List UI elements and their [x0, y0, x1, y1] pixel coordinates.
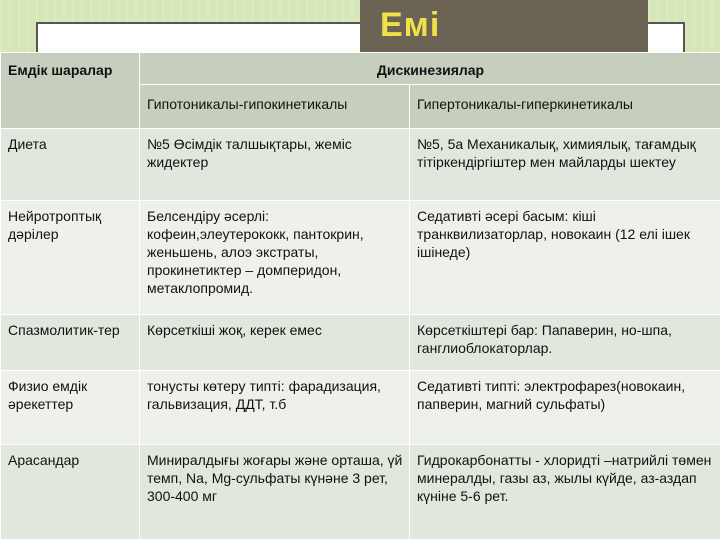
cell-neurotropic-hypotonic: Белсендіру әсерлі: кофеин,элеутерококк, пантокрин, женьшень, алоэ экстраты, прокинетиктер – домперидон, метаклопромид.: [140, 201, 410, 315]
title-box: [360, 0, 648, 52]
corner-header: Емдік шаралар: [1, 53, 140, 129]
cell-mineral-water-hypertonic: Гидрокарбонатты - хлоридті –натрийлі төмен минералды, газы аз, жылы күйде, аз-аздап күніне 5-6 рет.: [410, 445, 720, 540]
cell-diet-hypotonic: №5 Өсімдік талшықтары, жеміс жидектер: [140, 129, 410, 201]
sub-header-hypertonic: Гипертоникалы-гиперкинетикалы: [410, 85, 720, 129]
row-label-physio: Физио емдік әрекеттер: [1, 371, 140, 445]
cell-neurotropic-hypertonic: Седативті әсері басым: кіші транквилизаторлар, новокаин (12 елі ішек ішінеде): [410, 201, 720, 315]
slide-title: Емі: [380, 6, 441, 44]
row-label-neurotropic: Нейротроптық дәрілер: [1, 201, 140, 315]
row-label-spasmolytic: Спазмолитик-тер: [1, 315, 140, 371]
cell-spasmolytic-hypotonic: Көрсеткіші жоқ, керек емес: [140, 315, 410, 371]
sub-header-hypotonic: Гипотоникалы-гипокинетикалы: [140, 85, 410, 129]
row-label-diet: Диета: [1, 129, 140, 201]
cell-diet-hypertonic: №5, 5а Механикалық, химиялық, тағамдық тітіркендіргіштер мен майларды шектеу: [410, 129, 720, 201]
group-header: Дискинезиялар: [140, 53, 720, 85]
cell-spasmolytic-hypertonic: Көрсеткіштері бар: Папаверин, но-шпа, ганглиоблокаторлар.: [410, 315, 720, 371]
row-label-mineral-water: Арасандар: [1, 445, 140, 540]
cell-physio-hypertonic: Седативті типті: электрофарез(новокаин, папверин, магний сульфаты): [410, 371, 720, 445]
treatment-table: [0, 52, 720, 540]
cell-physio-hypotonic: тонусты көтеру типті: фарадизация, гальвизация, ДДТ, т.б: [140, 371, 410, 445]
cell-mineral-water-hypotonic: Миниралдығы жоғары және орташа, үй темп, Na, Mg-сульфаты күнәне 3 рет, 300-400 мг: [140, 445, 410, 540]
